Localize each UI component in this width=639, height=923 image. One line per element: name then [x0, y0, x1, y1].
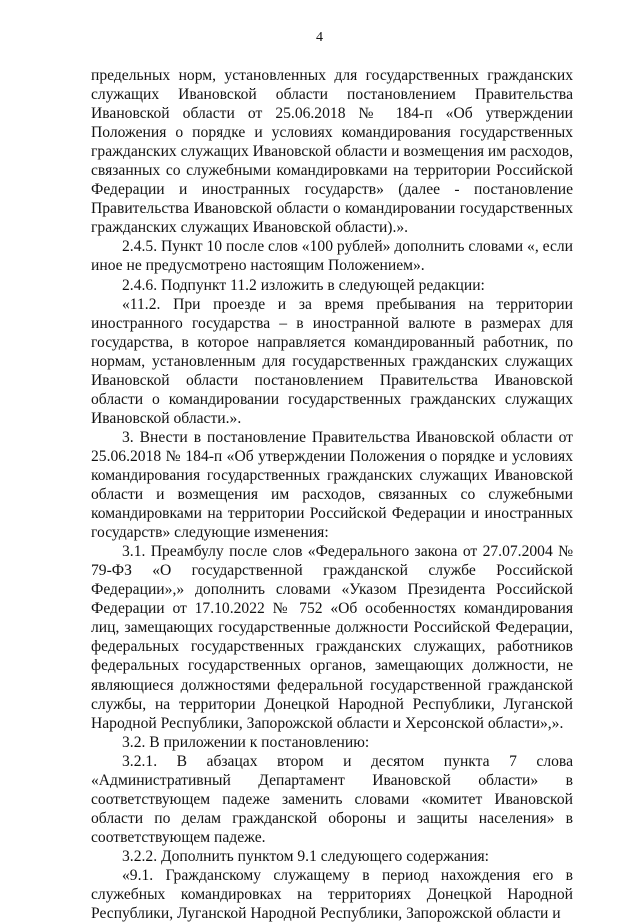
paragraph: «11.2. При проезде и за время пребывания на территории иностранного государства – в иностранной валюте в размерах для государства, в которое направляется командированный работник, по нормам, установленным для государственных гражданских служащих Ивановской области постановлением Правительства Ивановской области о командировании государственных гражданских служащих Ивановской области.».: [91, 295, 573, 427]
paragraph: 2.4.6. Подпункт 11.2 изложить в следующей редакции:: [122, 276, 485, 294]
paragraph: 3.2.1. В абзацах втором и десятом пункта 7 слова «Административный Департамент Ивановской области» в соответствующем падеже заменить словами «комитет Ивановской области по делам гражданской обороны и защиты населения» в соответствующем падеже.: [91, 752, 573, 846]
paragraph: «9.1. Гражданскому служащему в период нахождения его в служебных командировках на территориях Донецкой Народной Республики, Луганской Народной Республики, Запорожской области и: [91, 866, 573, 923]
paragraph: 3.2.2. Дополнить пунктом 9.1 следующего содержания:: [122, 847, 490, 865]
page-number: 4: [316, 30, 323, 45]
paragraph: 3.2. В приложении к постановлению:: [122, 733, 370, 751]
paragraph: предельных норм, установленных для государственных гражданских служащих Ивановской области постановлением Правительства Ивановской области от 25.06.2018 № 184-п «Об утверждении Положения о порядке и условиях командирования государственных гражданских служащих Ивановской области и возмещения им расходов, связанных со служебными командировками на территории Российской Федерации и иностранных государств» (далее - постановление Правительства Ивановской области о командировании государственных гражданских служащих Ивановской области).».: [91, 67, 573, 237]
paragraph: 3. Внести в постановление Правительства Ивановской области от 25.06.2018 № 184-п «Об утверждении Положения о порядке и условиях командирования государственных гражданских служащих Ивановской области и возмещения им расходов, связанных со служебными командировками на территории Российской Федерации и иностранных государств» следующие изменения:: [91, 428, 573, 542]
document-body: [91, 66, 573, 923]
paragraph: 3.1. Преамбулу после слов «Федерального закона от 27.07.2004 № 79-ФЗ «О государственной гражданской службе Российской Федерации»,» дополнить словами «Указом Президента Российской Федерации от 17.10.2022 № 752 «Об особенностях командирования лиц, замещающих государственные должности Российской Федерации, федеральных государственных гражданских служащих, работников федеральных государственных органов, замещающих должности, не являющиеся должностями федеральной государственной гражданской службы, на территории Донецкой Народной Республики, Луганской Народной Республики, Запорожской области и Херсонской области»,».: [91, 543, 573, 732]
paragraph: 2.4.5. Пункт 10 после слов «100 рублей» дополнить словами «, если иное не предусмотрено настоящим Положением».: [91, 238, 573, 275]
